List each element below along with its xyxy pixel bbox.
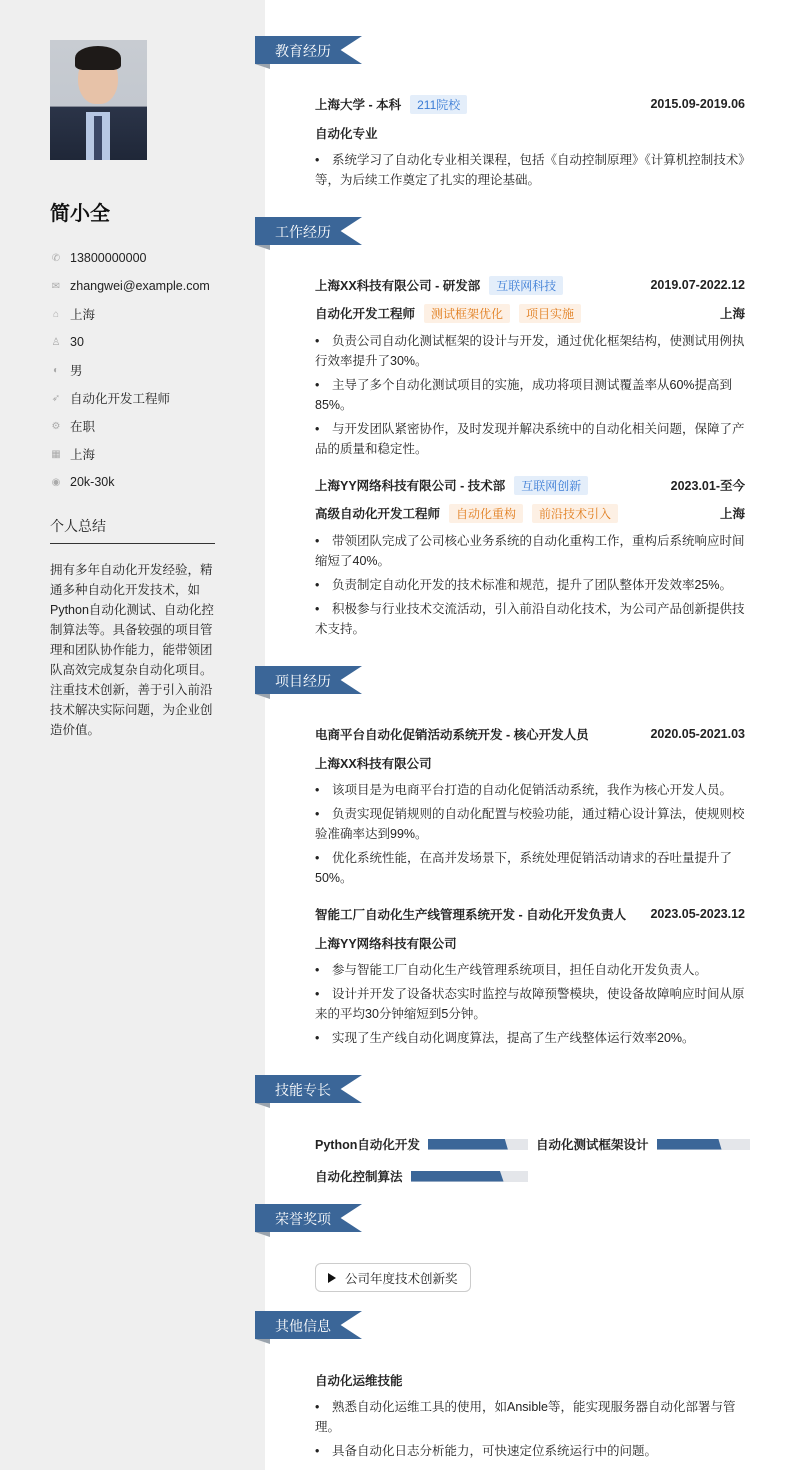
avatar-photo [50,40,147,160]
education-row: 上海大学 - 本科 211院校 2015.09-2019.06 [315,95,745,113]
home-icon: ⌂ [52,308,60,320]
award-badge: 公司年度技术创新奖 [315,1263,471,1292]
info-city: ▦ 上海 [51,448,96,462]
play-icon [328,1273,336,1283]
salary-icon: ◉ [51,476,61,488]
candidate-name: 简小全 [50,203,110,225]
project-company: 上海YY网络科技有限公司 [315,937,457,951]
info-status: ⚙ 在职 [51,420,96,434]
age-icon: ♙ [51,336,61,348]
section-projects-header: 项目经历 [255,666,362,694]
section-skills-header: 技能专长 [255,1075,362,1103]
work-row: 上海YY网络科技有限公司 - 技术部 互联网创新 2023.01-至今 [315,476,745,494]
divider [50,543,215,544]
phone-icon: ✆ [51,252,61,264]
info-age: ♙ 30 [51,335,84,349]
info-hometown: ⌂ 上海 [50,300,240,328]
info-salary: ◉ 20k-30k [51,475,115,489]
info-phone: ✆ 13800000000 [51,251,147,265]
work-title-row: 自动化开发工程师 测试框架优化 项目实施 上海 [315,304,745,322]
work-row: 上海XX科技有限公司 - 研发部 互联网科技 2019.07-2022.12 [315,276,745,294]
skill-item: Python自动化开发 [315,1135,528,1153]
project-row: 电商平台自动化促销活动系统开发 - 核心开发人员 2020.05-2021.03 [315,727,745,742]
education-date: 2015.09-2019.06 [650,97,745,111]
skill-bar [411,1171,528,1182]
city-icon: ▦ [51,448,61,460]
skill-item: 自动化控制算法 [315,1167,528,1185]
info-position: ➶ 自动化开发工程师 [51,392,171,406]
project-bullets: • 该项目是为电商平台打造的自动化促销活动系统，我作为核心开发人员。 • 负责实现促销规则的自动化配置与校验功能，通过精心设计算法，使规则校验准确率达到99%。 • 优化系统性能，在高并发场景下，系统处理促销活动请求的吞吐量提升了50%。 [315,780,745,892]
work-title-row: 高级自动化开发工程师 自动化重构 前沿技术引入 上海 [315,504,745,522]
education-bullets: • 系统学习了自动化专业相关课程，包括《自动控制原理》《计算机控制技术》等，为后续工作奠定了扎实的理论基础。 [315,150,745,194]
mail-icon: ✉ [51,280,61,292]
section-education-header: 教育经历 [255,36,362,64]
contact-info [50,244,240,496]
section-other-header: 其他信息 [255,1311,362,1339]
sidebar [0,0,265,1470]
info-gender: ◐ 男 [50,356,240,384]
summary-text: 拥有多年自动化开发经验，精通多种自动化开发技术，如Python自动化测试、自动化控制算法等。具备较强的项目管理和团队协作能力，能带领团队高效完成复杂自动化项目。注重技术创新，善于引入前沿技术解决实际问题，为企业创造价值。 [50,563,214,737]
skill-item: 自动化测试框架设计 [536,1135,750,1153]
other-bullets: • 熟悉自动化运维工具的使用，如Ansible等，能实现服务器自动化部署与管理。 • 具备自动化日志分析能力，可快速定位系统运行中的问题。 [315,1397,745,1465]
info-email: ✉ zhangwei@example.com [51,279,210,293]
work-bullets: • 负责公司自动化测试框架的设计与开发，通过优化框架结构，使测试用例执行效率提升了30%。 • 主导了多个自动化测试项目的实施，成功将项目测试覆盖率从60%提高到85%。 • 与开发团队紧密协作，及时发现并解决系统中的自动化相关问题，保障了产品的质量和稳定性。 [315,331,745,463]
other-title: 自动化运维技能 [315,1374,403,1388]
section-work-header: 工作经历 [255,217,362,245]
section-awards-header: 荣誉奖项 [255,1204,362,1232]
education-major: 自动化专业 [315,127,378,141]
status-icon: ⚙ [51,420,61,432]
school-tag: 211院校 [410,95,467,114]
project-bullets: • 参与智能工厂自动化生产线管理系统项目，担任自动化开发负责人。 • 设计并开发了设备状态实时监控与故障预警模块，使设备故障响应时间从原来的平均30分钟缩短到5分钟。 • 实现了生产线自动化调度算法，提高了生产线整体运行效率20%。 [315,960,745,1052]
work-bullets: • 带领团队完成了公司核心业务系统的自动化重构工作，重构后系统响应时间缩短了40%。 • 负责制定自动化开发的技术标准和规范，提升了团队整体开发效率25%。 • 积极参与行业技术交流活动，引入前沿自动化技术，为公司产品创新提供技术支持。 [315,531,745,643]
summary-title: 个人总结 [50,518,106,534]
gender-icon: ◐ [52,364,60,376]
skill-bar [657,1139,750,1150]
skill-bar [428,1139,528,1150]
send-icon: ➶ [51,392,61,404]
project-company: 上海XX科技有限公司 [315,757,432,771]
project-row: 智能工厂自动化生产线管理系统开发 - 自动化开发负责人 2023.05-2023.12 [315,907,745,922]
